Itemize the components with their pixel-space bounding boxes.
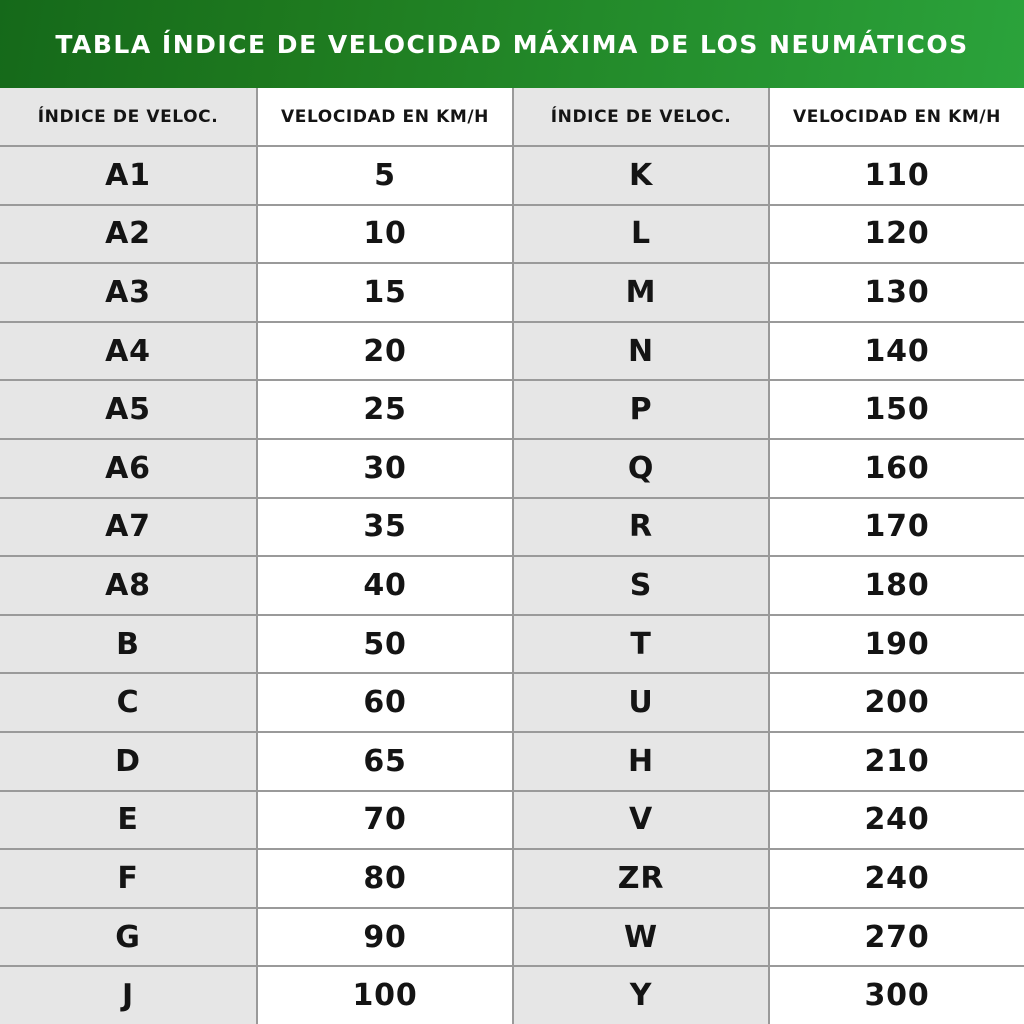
- speed-index-cell: A2: [0, 204, 256, 263]
- speed-kmh-cell: 180: [768, 555, 1024, 614]
- column-header-speed-1: VELOCIDAD EN KM/H: [256, 88, 512, 145]
- speed-index-cell: A4: [0, 321, 256, 380]
- speed-kmh-cell: 140: [768, 321, 1024, 380]
- speed-kmh-cell: 20: [256, 321, 512, 380]
- speed-kmh-cell: 100: [256, 965, 512, 1024]
- speed-kmh-cell: 110: [768, 145, 1024, 204]
- column-header-speed-2: VELOCIDAD EN KM/H: [768, 88, 1024, 145]
- speed-kmh-cell: 150: [768, 379, 1024, 438]
- speed-kmh-cell: 240: [768, 790, 1024, 849]
- speed-index-cell: D: [0, 731, 256, 790]
- speed-index-cell: B: [0, 614, 256, 673]
- speed-kmh-cell: 60: [256, 672, 512, 731]
- speed-index-cell: P: [512, 379, 768, 438]
- speed-index-cell: A5: [0, 379, 256, 438]
- speed-index-cell: N: [512, 321, 768, 380]
- speed-kmh-cell: 80: [256, 848, 512, 907]
- speed-kmh-cell: 200: [768, 672, 1024, 731]
- speed-index-cell: A8: [0, 555, 256, 614]
- speed-index-cell: A6: [0, 438, 256, 497]
- speed-index-cell: L: [512, 204, 768, 263]
- speed-index-cell: V: [512, 790, 768, 849]
- column-header-index-1: ÍNDICE DE VELOC.: [0, 88, 256, 145]
- speed-kmh-cell: 10: [256, 204, 512, 263]
- table-header-row: [0, 88, 1024, 145]
- speed-index-cell: H: [512, 731, 768, 790]
- speed-kmh-cell: 90: [256, 907, 512, 966]
- speed-index-cell: G: [0, 907, 256, 966]
- table-body: [0, 145, 1024, 1024]
- column-header-index-2: ÍNDICE DE VELOC.: [512, 88, 768, 145]
- speed-index-cell: Y: [512, 965, 768, 1024]
- speed-kmh-cell: 130: [768, 262, 1024, 321]
- page-title: TABLA ÍNDICE DE VELOCIDAD MÁXIMA DE LOS NEUMÁTICOS: [55, 29, 969, 59]
- speed-kmh-cell: 190: [768, 614, 1024, 673]
- speed-index-cell: M: [512, 262, 768, 321]
- speed-index-cell: C: [0, 672, 256, 731]
- speed-index-cell: J: [0, 965, 256, 1024]
- speed-kmh-cell: 50: [256, 614, 512, 673]
- speed-kmh-cell: 270: [768, 907, 1024, 966]
- speed-kmh-cell: 30: [256, 438, 512, 497]
- speed-kmh-cell: 40: [256, 555, 512, 614]
- speed-index-cell: ZR: [512, 848, 768, 907]
- speed-index-cell: R: [512, 497, 768, 556]
- speed-kmh-cell: 70: [256, 790, 512, 849]
- speed-index-cell: A1: [0, 145, 256, 204]
- speed-kmh-cell: 35: [256, 497, 512, 556]
- speed-index-cell: U: [512, 672, 768, 731]
- speed-index-cell: A3: [0, 262, 256, 321]
- speed-index-cell: F: [0, 848, 256, 907]
- speed-kmh-cell: 25: [256, 379, 512, 438]
- speed-kmh-cell: 65: [256, 731, 512, 790]
- speed-kmh-cell: 160: [768, 438, 1024, 497]
- speed-index-cell: K: [512, 145, 768, 204]
- speed-index-cell: S: [512, 555, 768, 614]
- speed-kmh-cell: 120: [768, 204, 1024, 263]
- speed-kmh-cell: 5: [256, 145, 512, 204]
- speed-index-cell: T: [512, 614, 768, 673]
- speed-index-cell: E: [0, 790, 256, 849]
- speed-index-cell: Q: [512, 438, 768, 497]
- speed-kmh-cell: 170: [768, 497, 1024, 556]
- speed-kmh-cell: 210: [768, 731, 1024, 790]
- speed-kmh-cell: 240: [768, 848, 1024, 907]
- speed-kmh-cell: 300: [768, 965, 1024, 1024]
- speed-kmh-cell: 15: [256, 262, 512, 321]
- speed-index-cell: W: [512, 907, 768, 966]
- title-banner: [0, 0, 1024, 88]
- speed-index-cell: A7: [0, 497, 256, 556]
